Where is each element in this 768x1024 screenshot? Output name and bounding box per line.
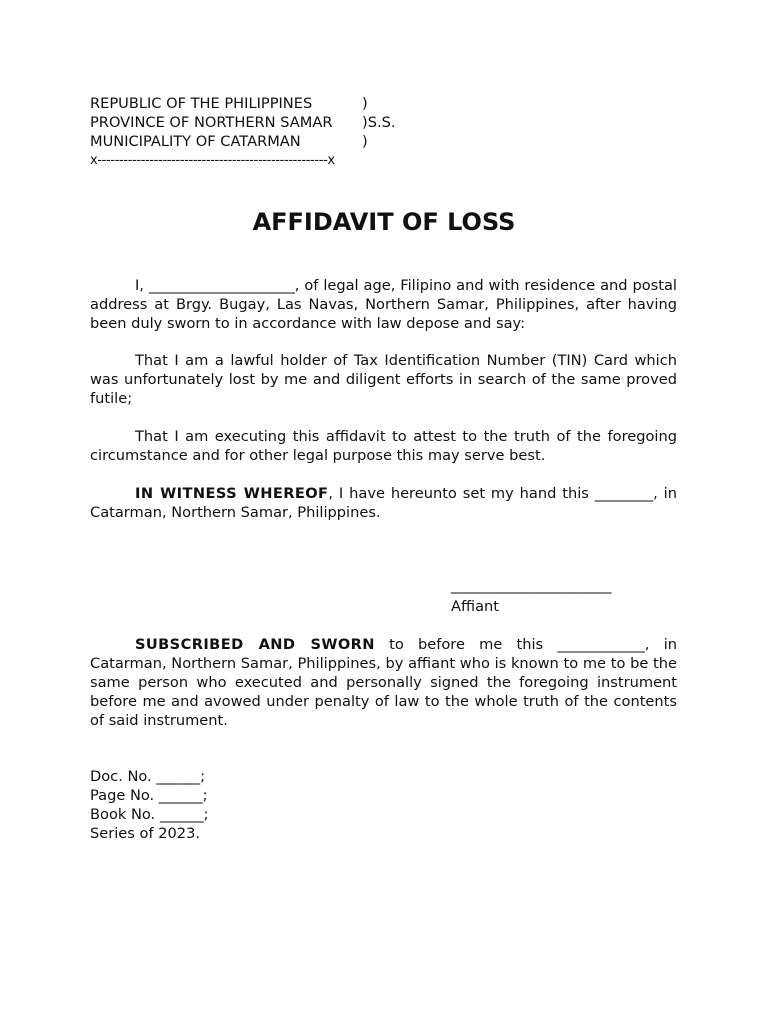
page-number: Page No. ______; [90, 787, 208, 804]
header-divider: x-----------------------------------------------------x [90, 153, 335, 168]
notarial-register [90, 767, 390, 843]
affiant-label: Affiant [451, 598, 500, 615]
paragraph-tin-holder: That I am a lawful holder of Tax Identification Number (TIN) Card which was unfortunately lost by me and diligent efforts in search of the same proved futile; [90, 352, 677, 407]
witness-heading: IN WITNESS WHEREOF [135, 485, 329, 502]
venue-header [90, 94, 430, 170]
book-number: Book No. ______; [90, 806, 209, 823]
venue-municipality-text: MUNICIPALITY OF CATARMAN [90, 133, 301, 150]
venue-line-municipality [90, 132, 430, 151]
venue-municipality-paren: ) [362, 133, 368, 150]
paragraph-intro: I, ____________________, of legal age, Filipino and with residence and postal address at Brgy. Bugay, Las Navas, Northern Samar, Philippines, after having been duly sworn to in accordance with law depose and say: [90, 277, 677, 332]
venue-republic-text: REPUBLIC OF THE PHILIPPINES [90, 95, 313, 112]
witness-text: , I have hereunto set my hand this ________, in Catarman, Northern Samar, Philippines. [90, 485, 677, 521]
venue-province-text: PROVINCE OF NORTHERN SAMAR [90, 114, 333, 131]
doc-number: Doc. No. ______; [90, 768, 206, 785]
venue-province-ss: )S.S. [362, 114, 396, 131]
venue-republic-paren: ) [362, 95, 368, 112]
venue-line-province [90, 113, 430, 132]
venue-line-republic [90, 94, 430, 113]
document-title: AFFIDAVIT OF LOSS [252, 208, 516, 236]
affiant-signature-line: ______________________ [451, 577, 612, 594]
paragraph-executing: That I am executing this affidavit to attest to the truth of the foregoing circumstance and for other legal purpose this may serve best. [90, 428, 677, 464]
jurat-text: to before me this ____________, in Catarman, Northern Samar, Philippines, by affiant who is known to me to be the same person who executed and personally signed the foregoing instrument before me and avowed under penalty of law to the whole truth of the contents of said instrument. [90, 636, 678, 729]
series-year: Series of 2023. [90, 825, 201, 842]
jurat-heading: SUBSCRIBED AND SWORN [135, 636, 375, 653]
paragraph-jurat [90, 635, 677, 730]
paragraph-witness [90, 484, 677, 522]
